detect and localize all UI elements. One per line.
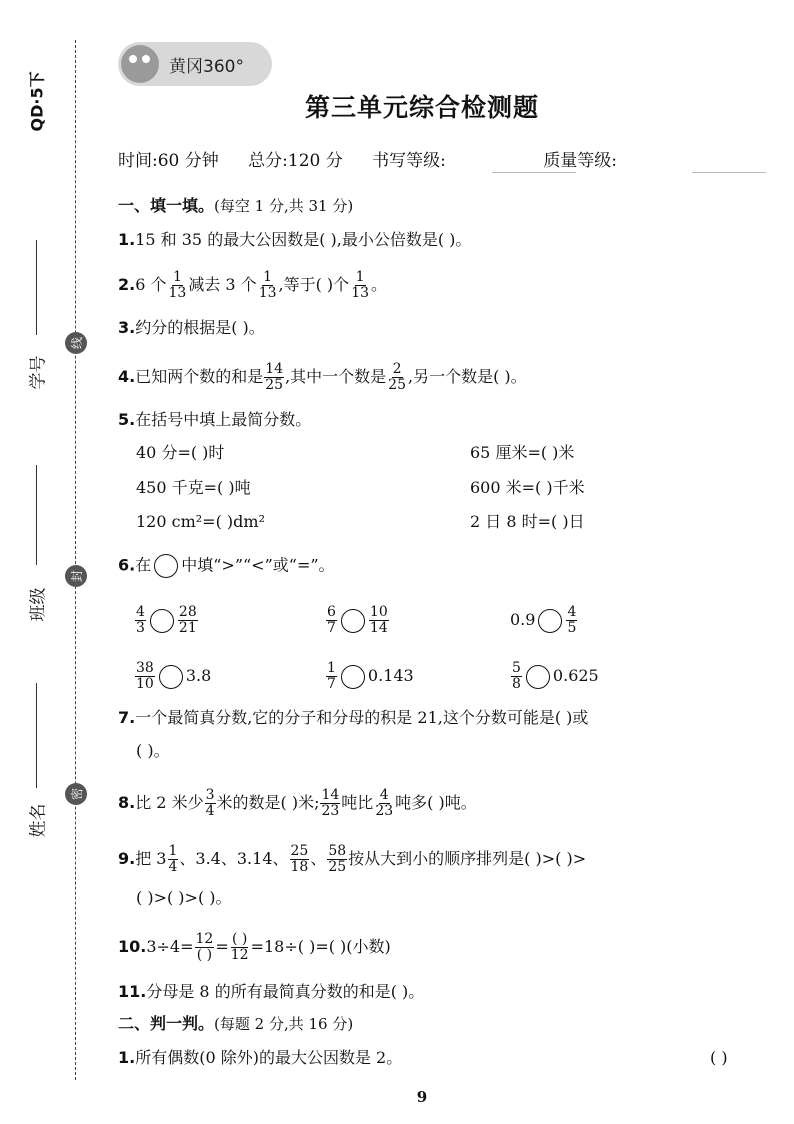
comparison-circle (154, 554, 178, 578)
question-text: ,其中一个数是 (285, 367, 387, 386)
fraction: $\frac{14}{23}$ (321, 787, 340, 819)
question-3 (118, 318, 265, 338)
question-5 (118, 410, 311, 430)
name-line (36, 683, 38, 788)
fraction: $\frac{58}{25}$ (328, 843, 347, 875)
question-7 (118, 708, 588, 728)
section-2-heading (118, 1014, 353, 1034)
question-8 (118, 788, 477, 819)
question-number: 6. (118, 555, 136, 575)
writing-grade-label: 书写等级: (372, 151, 446, 171)
fraction: $\frac{2}{25}$ (388, 361, 406, 393)
section-2-title: 二、判一判。 (118, 1014, 215, 1033)
fraction: $\frac{4}{23}$ (375, 787, 394, 819)
question-text: 吨比 (341, 793, 374, 812)
q5-item: 600 米=( )千米 (470, 478, 585, 497)
fraction: $\frac{1}{13}$ (258, 269, 277, 301)
question-number: 9. (118, 849, 136, 868)
question-number: 1. (118, 1048, 136, 1067)
question-9-cont: ( )>( )>( )。 (136, 888, 232, 907)
question-number: 5. (118, 410, 136, 429)
question-text: 、3.4、3.14、 (179, 849, 289, 868)
question-1 (118, 230, 471, 250)
judge-1 (118, 1048, 402, 1068)
section-2-note: (每题 2 分,共 16 分) (214, 1015, 354, 1033)
question-number: 4. (118, 367, 136, 386)
question-text: 减去 3 个 (188, 275, 257, 294)
question-9 (118, 844, 586, 875)
q6-compare-1: $\frac{4}{3}$ $\frac{28}{21}$ (136, 604, 197, 636)
judge-1-answer-blank[interactable]: ( ) (710, 1048, 728, 1067)
question-text: 15 和 35 的最大公因数是( ),最小公倍数是( )。 (135, 230, 472, 249)
name-label: 姓名 (28, 803, 49, 838)
seal-mi: 密 (65, 783, 87, 805)
question-text: 所有偶数(0 除外)的最大公因数是 2。 (135, 1048, 403, 1067)
fraction: $\frac{25}{18}$ (290, 843, 309, 875)
question-text: 。 (371, 275, 388, 294)
exam-total-score: 总分:120 分 (248, 151, 343, 171)
q5-item: 2 日 8 时=( )日 (470, 512, 585, 531)
question-text: 3÷4= (146, 937, 194, 956)
q5-item: 450 千克=( )吨 (136, 478, 251, 497)
question-number: 7. (118, 708, 136, 727)
question-text: 中填“>”“<”或“=”。 (181, 555, 335, 575)
fraction: $\frac{12}{( )}$ (195, 931, 214, 963)
student-number-line (36, 240, 38, 335)
q5-item: 65 厘米=( )米 (470, 443, 575, 462)
q6-compare-2: $\frac{6}{7}$ $\frac{10}{14}$ (327, 604, 388, 636)
comparison-circle[interactable] (538, 609, 562, 633)
question-text: 约分的根据是( )。 (135, 318, 265, 337)
question-7-cont: ( )。 (136, 741, 170, 760)
question-text: 、 (310, 849, 327, 868)
q6-compare-6: $\frac{5}{8}$ 0.625 (512, 660, 599, 692)
question-text: ,等于( )个 (278, 275, 350, 294)
question-text: 一个最简真分数,它的分子和分母的积是 21,这个分数可能是( )或 (135, 708, 589, 727)
fraction: $\frac{1}{4}$ (168, 843, 178, 875)
question-text: 在括号中填上最简分数。 (135, 410, 312, 429)
question-text: 把 3 (135, 849, 167, 868)
question-text: =18÷( )=( )(小数) (250, 937, 391, 956)
class-label: 班级 (28, 587, 49, 622)
q6-compare-4: $\frac{38}{10}$ 3.8 (136, 660, 212, 692)
question-6 (118, 554, 335, 578)
quality-grade-label: 质量等级: (543, 151, 618, 171)
question-2 (118, 270, 387, 301)
q5-item: 40 分=( )时 (136, 443, 225, 462)
fraction: $\frac{( )}{12}$ (230, 931, 249, 963)
quality-grade-blank (692, 172, 766, 173)
section-1-note: (每空 1 分,共 31 分) (214, 197, 354, 215)
student-number-label: 学号 (28, 355, 49, 390)
comparison-circle[interactable] (341, 665, 365, 689)
seal-xian: 线 (65, 332, 87, 354)
question-4 (118, 362, 527, 393)
page-title: 第三单元综合检测题 (304, 93, 539, 122)
class-line (36, 465, 38, 565)
question-text: 比 2 米少 (135, 793, 204, 812)
fraction: $\frac{3}{4}$ (205, 787, 215, 819)
binding-dashed-line (75, 40, 76, 1080)
question-number: 8. (118, 793, 136, 812)
question-text: 分母是 8 的所有最简真分数的和是( )。 (146, 982, 425, 1001)
question-text: 已知两个数的和是 (135, 367, 264, 386)
brand-badge (118, 42, 272, 86)
question-text: 米的数是( )米; (216, 793, 320, 812)
brand-name: 黄冈360° (169, 56, 244, 77)
comparison-circle[interactable] (150, 609, 174, 633)
fraction: $\frac{14}{25}$ (265, 361, 284, 393)
brand-logo-icon (121, 45, 159, 83)
question-text: 按从大到小的顺序排列是( )>( )> (348, 849, 587, 868)
question-11 (118, 982, 424, 1002)
q5-item: 120 cm²=( )dm² (136, 512, 265, 531)
exam-time: 时间:60 分钟 (118, 151, 219, 171)
question-number: 2. (118, 275, 136, 294)
book-code: QD·5下 (27, 71, 47, 132)
q6-compare-3: 0.9 $\frac{4}{5}$ (510, 604, 577, 636)
question-number: 1. (118, 230, 136, 249)
question-text: 在 (135, 555, 152, 575)
question-number: 11. (118, 982, 147, 1001)
question-text: = (215, 937, 229, 956)
writing-grade-blank (492, 172, 576, 173)
section-1-title: 一、填一填。 (118, 196, 215, 215)
section-1-heading (118, 196, 353, 216)
seal-feng: 封 (65, 565, 87, 587)
question-number: 3. (118, 318, 136, 337)
question-text: 吨多( )吨。 (395, 793, 477, 812)
fraction: $\frac{1}{13}$ (351, 269, 370, 301)
question-10 (118, 932, 391, 963)
q6-compare-5: $\frac{1}{7}$ 0.143 (327, 660, 414, 692)
comparison-circle[interactable] (159, 665, 183, 689)
question-text: 6 个 (135, 275, 167, 294)
comparison-circle[interactable] (526, 665, 550, 689)
question-text: ,另一个数是( )。 (407, 367, 527, 386)
question-number: 10. (118, 937, 147, 956)
page-number: 9 (416, 1088, 428, 1106)
exam-meta (118, 146, 641, 171)
comparison-circle[interactable] (341, 609, 365, 633)
fraction: $\frac{1}{13}$ (168, 269, 187, 301)
